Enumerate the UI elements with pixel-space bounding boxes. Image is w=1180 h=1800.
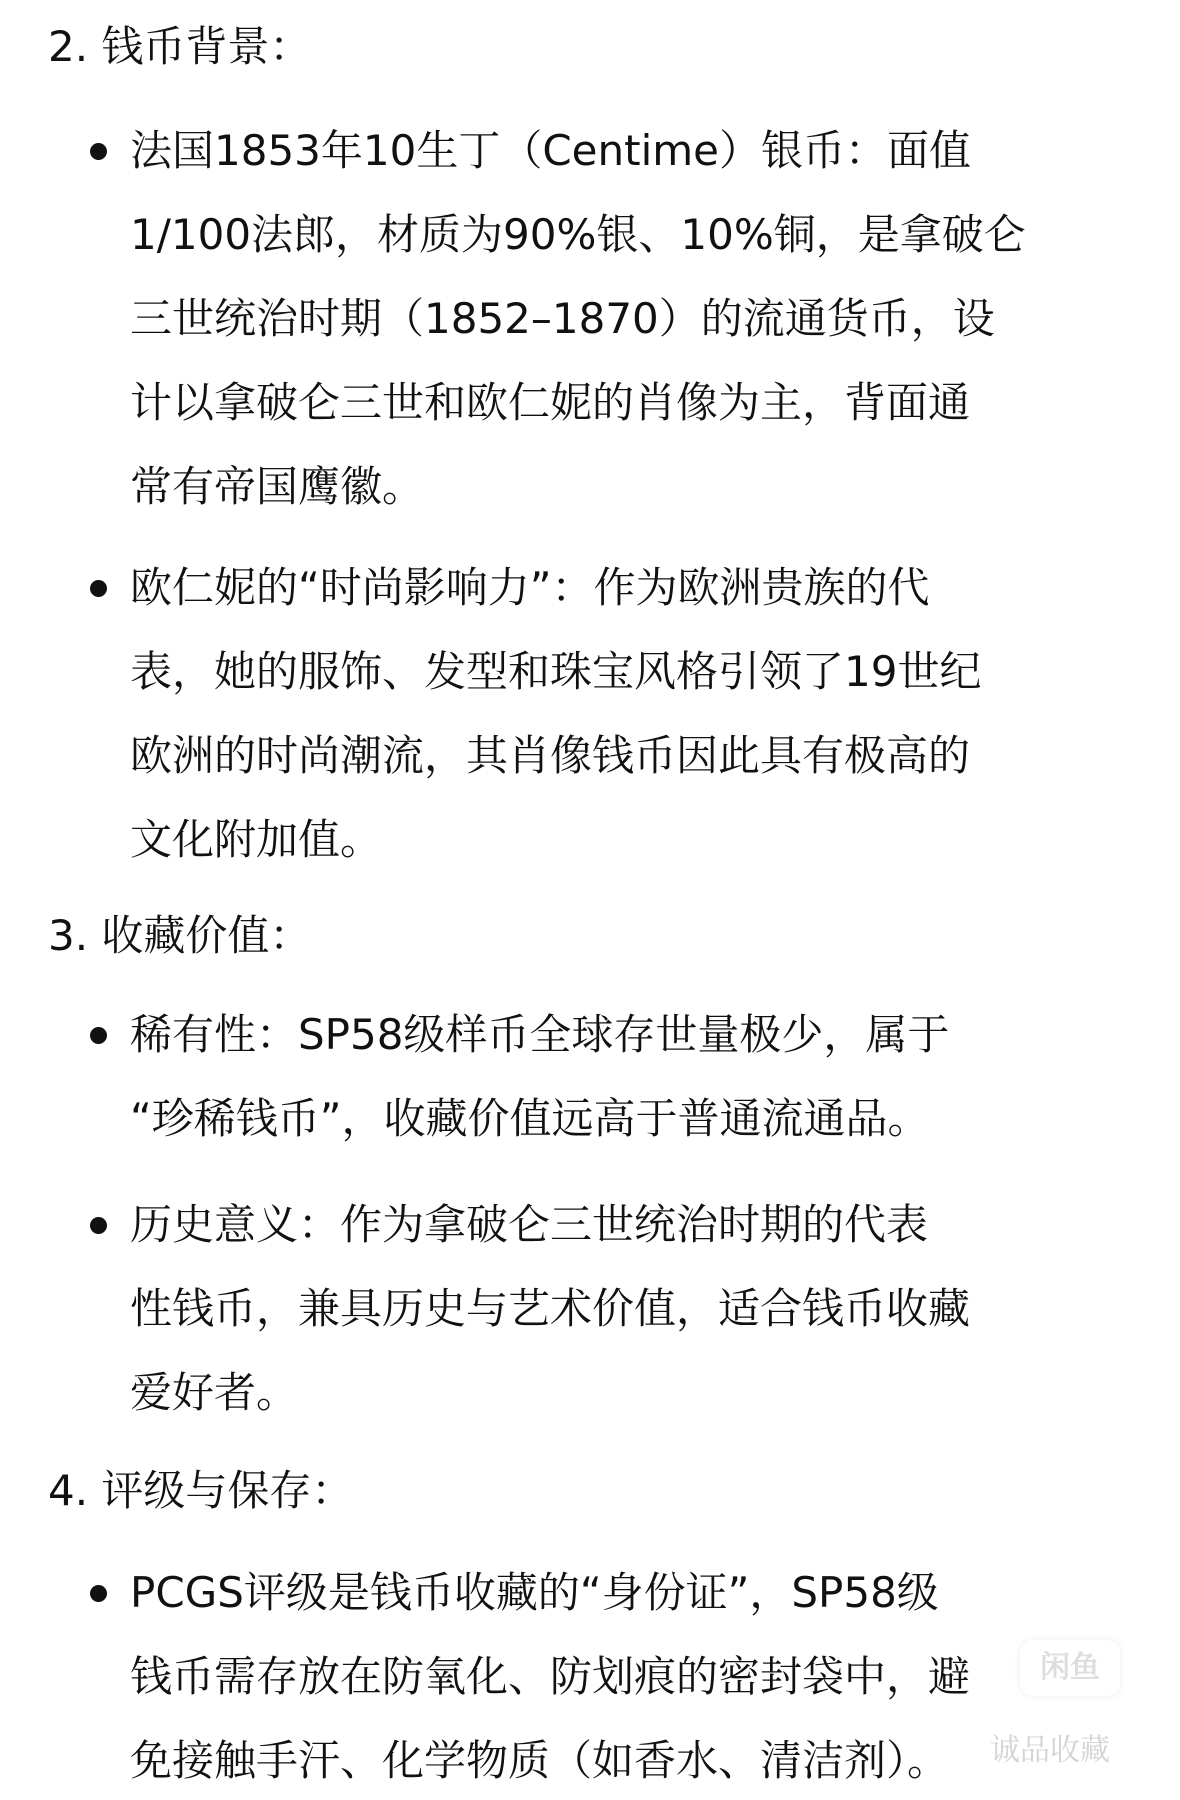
text-line: 1/100法郎，材质为90%银、10%铜，是拿破仑 <box>130 210 1026 259</box>
bullet-item <box>130 109 1026 529</box>
section-heading: 3. 收藏价值： <box>48 911 312 960</box>
text-line: 稀有性：SP58级样币全球存世量极少，属于 <box>130 1010 950 1059</box>
text-line: 法国1853年10生丁（Centime）银币：面值 <box>130 126 972 175</box>
bullet-icon <box>90 580 107 597</box>
section-heading: 2. 钱币背景： <box>48 22 312 71</box>
text-line: 计以拿破仑三世和欧仁妮的肖像为主，背面通 <box>130 378 971 427</box>
watermark-text: 诚品收藏 <box>990 1733 1110 1768</box>
text-line: 欧洲的时尚潮流，其肖像钱币因此具有极高的 <box>130 731 971 780</box>
text-line: 免接触手汗、化学物质（如香水、清洁剂）。 <box>130 1736 950 1785</box>
bullet-icon <box>90 1217 107 1234</box>
text-line: 文化附加值。 <box>130 815 383 864</box>
bullet-icon <box>90 143 107 160</box>
text-line: 表，她的服饰、发型和珠宝风格引领了19世纪 <box>130 647 982 696</box>
text-line: 性钱币，兼具历史与艺术价值，适合钱币收藏 <box>130 1284 971 1333</box>
text-line: 钱币需存放在防氧化、防划痕的密封袋中，避 <box>130 1652 971 1701</box>
bullet-icon <box>90 1585 107 1602</box>
bullet-item <box>130 993 949 1161</box>
text-line: 三世统治时期（1852–1870）的流通货币，设 <box>130 294 995 343</box>
text-line: PCGS评级是钱币收藏的“身份证”，SP58级 <box>130 1568 939 1617</box>
watermark-logo: 闲鱼 <box>1020 1640 1120 1696</box>
bullet-icon <box>90 1027 107 1044</box>
bullet-item <box>130 546 981 882</box>
bullet-item <box>130 1183 970 1435</box>
text-line: 欧仁妮的“时尚影响力”：作为欧洲贵族的代 <box>130 563 930 612</box>
text-line: 爱好者。 <box>130 1368 299 1417</box>
text-line: 历史意义：作为拿破仑三世统治时期的代表 <box>130 1200 929 1249</box>
text-line: “珍稀钱币”，收藏价值远高于普通流通品。 <box>130 1094 930 1143</box>
section-heading: 4. 评级与保存： <box>48 1466 354 1515</box>
text-line: 常有帝国鹰徽。 <box>130 462 425 511</box>
bullet-item <box>130 1551 970 1800</box>
